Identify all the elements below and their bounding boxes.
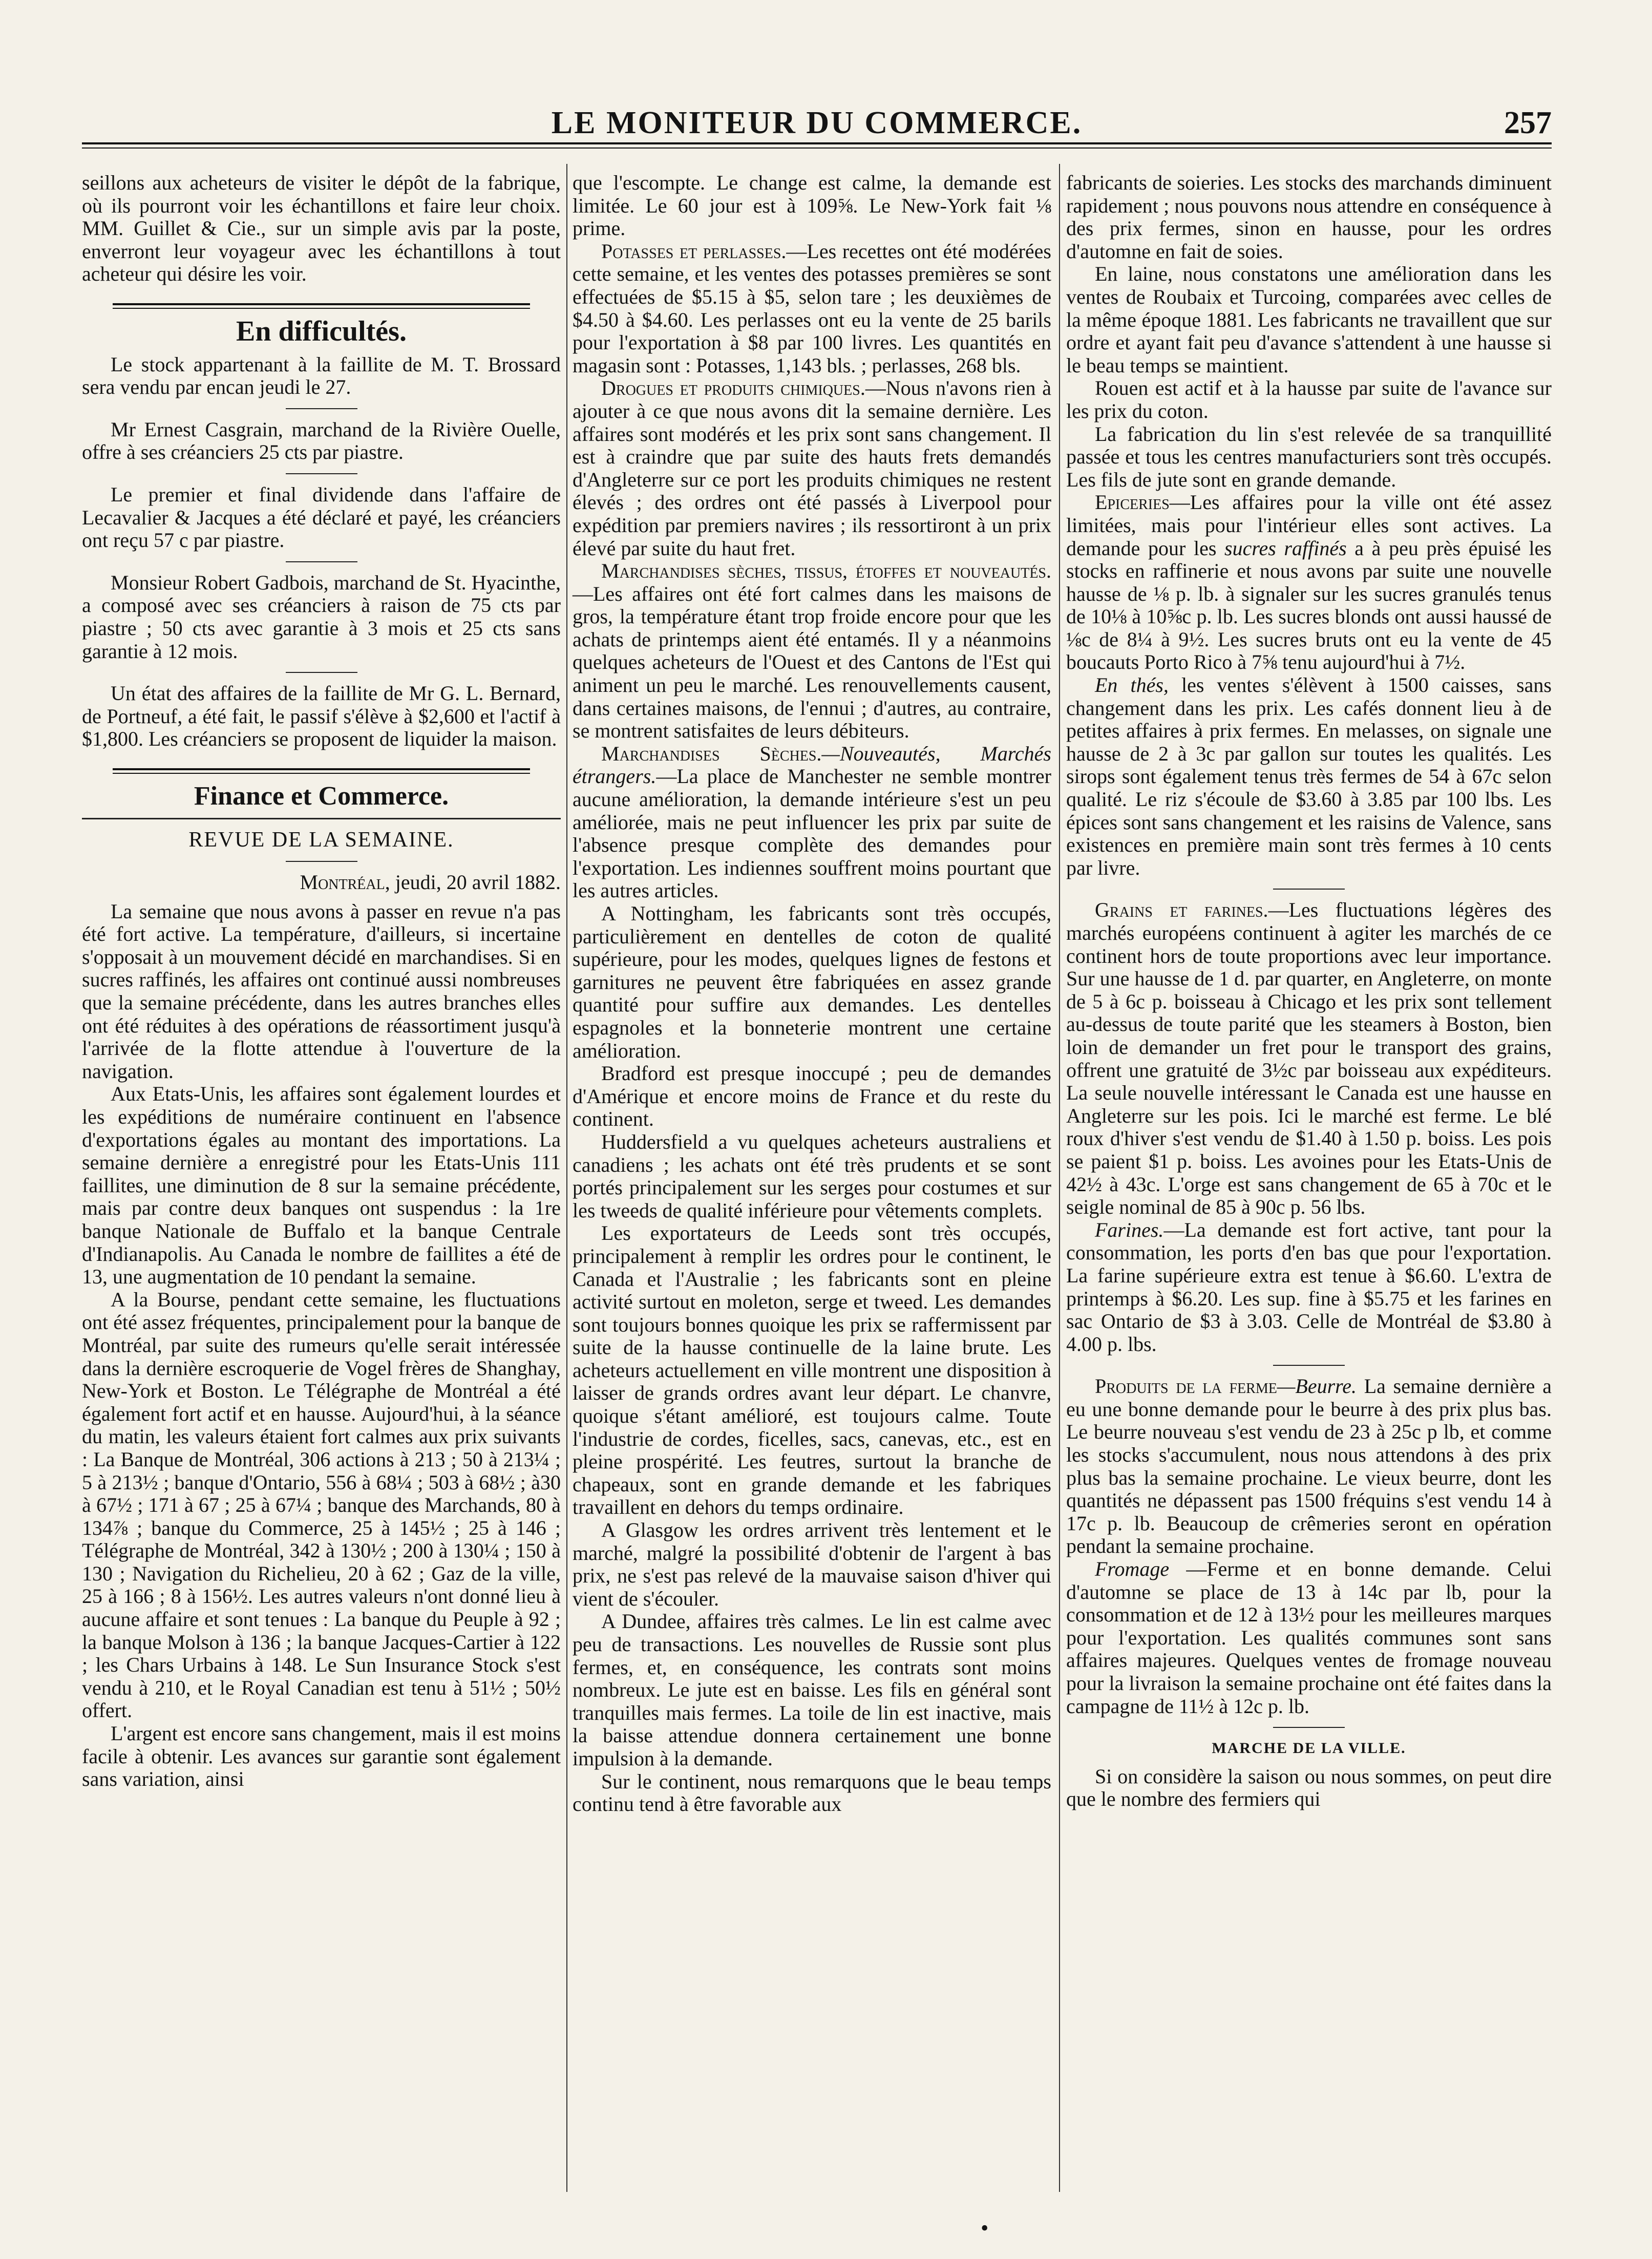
article-paragraph: L'argent est encore sans changement, mais il est moins facile à obtenir. Les avances sur garantie sont également sans variation, ainsi <box>82 1722 561 1791</box>
article-paragraph: En laine, nous constatons une amélioration dans les ventes de Roubaix et Turcoing, comparées avec celles de la même époque 1881. Les fabricants ne travaillent que sur ordre et ayant fait peu d'avance s'attendent à une hausse si le beau temps se maintient. <box>1066 262 1552 377</box>
section-head: Marchandises sèches, tissus, étoffes et nouveautés. <box>601 559 1051 583</box>
section-text: —La place de Manchester ne semble montrer aucune amélioration, la demande intérieure s'est un peu améliorée, mais ne peut influencer les prix par suite de l'absence presque complète des demandes pour l'exportation. Les indiennes souffrent moins pourtant que les autres articles. <box>573 765 1051 902</box>
page-footer-mark: • <box>981 2215 989 2241</box>
article-paragraph: Aux Etats-Unis, les affaires sont également lourdes et les expéditions de numéraire continuent en l'absence d'exportations égales au montant des importations. La semaine dernière a enregistré pour les Etats-Unis 111 faillites, une diminution de 8 sur la semaine précédente, mais par contre deux banques ont suspendus : la 1re banque Nationale de Buffalo et la banque Centrale d'Indianapolis. Au Canada le nombre de faillites a été de 13, une augmentation de 10 pendant la semaine. <box>82 1082 561 1289</box>
market-section <box>1066 674 1552 879</box>
page-number: 257 <box>1504 105 1552 140</box>
column-divider <box>566 164 567 2192</box>
double-rule <box>113 303 530 309</box>
market-section <box>1066 899 1552 1218</box>
difficultes-item: Monsieur Robert Gadbois, marchand de St. Hyacinthe, a composé avec ses créanciers à raison de 75 cts par piastre ; 50 cts avec garantie à 3 mois et 25 cts sans garantie à 12 mois. <box>82 571 561 663</box>
article-paragraph: Huddersfield a vu quelques acheteurs australiens et canadiens ; les achats ont été très prudents et se sont portés principalement sur les serges pour costumes et sur les tweeds de qualité inférieure pour vêtements complets. <box>573 1130 1051 1222</box>
section-text: —Ferme et en bonne demande. Celui d'automne se place de 13 à 14c par lb, pour la consommation et de 12 à 13½ pour les meilleures marques pour l'exportation. Les qualités communes sont sans affaires majeures. Quelques ventes de fromage nouveau pour la livraison la semaine prochaine ont été faites dans la campagne de 11½ à 12c p. lb. <box>1066 1557 1552 1718</box>
divider <box>82 818 561 819</box>
article-paragraph: A Dundee, affaires très calmes. Le lin est calme avec peu de transactions. Les nouvelles de Russie sont plus fermes, et, en conséquence, les contrats sont moins nombreux. Le jute est en baisse. Les fils en général sont tranquilles mais fermes. La toile de lin est inactive, mais la baisse attendue donnera certainement une bonne impulsion à la demande. <box>573 1610 1051 1770</box>
article-paragraph: Rouen est actif et à la hausse par suite de l'avance sur les prix du coton. <box>1066 376 1552 423</box>
section-head: Marchandises Sèches. <box>601 742 822 765</box>
marche-title: MARCHE DE LA VILLE. <box>1212 1740 1406 1757</box>
divider <box>1273 1365 1345 1366</box>
divider <box>286 672 357 673</box>
section-italic: sucres raffinés <box>1224 536 1347 560</box>
market-section <box>573 743 1051 902</box>
section-italic: En thés, <box>1095 673 1169 697</box>
article-paragraph: Bradford est presque inoccupé ; peu de demandes d'Amérique et encore moins de France et du reste du continent. <box>573 1062 1051 1131</box>
section-head: Drogues et produits chimiques. <box>601 376 865 400</box>
section-text: La semaine dernière a eu une bonne demande pour le beurre à des prix plus bas. Le beurre nouveau s'est vendu de 23 à 25c p lb, et comme les stocks s'accumulent, nous nous attendons à des prix plus bas la semaine prochaine. Le vieux beurre, dont les quantités ne dépassent pas 1500 fréquins s'est vendu 14 à 17c p. lb. Beaucoup de crêmeries seront en opération pendant la semaine prochaine. <box>1066 1375 1552 1558</box>
divider <box>286 408 357 409</box>
section-italic: —Beurre. <box>1277 1375 1357 1398</box>
header-rule <box>82 142 1552 149</box>
market-section <box>573 377 1051 560</box>
article-paragraph: Sur le continent, nous remarquons que le beau temps continu tend à être favorable aux <box>573 1769 1051 1816</box>
column-2 <box>573 172 1051 1816</box>
market-section <box>1066 491 1552 674</box>
difficultes-item: Le stock appartenant à la faillite de M. T. Brossard sera vendu par encan jeudi le 27. <box>82 352 561 399</box>
market-section <box>1066 1558 1552 1718</box>
divider <box>286 473 357 474</box>
masthead <box>82 105 1552 146</box>
divider <box>1273 889 1345 890</box>
col2-intro: que l'escompte. Le change est calme, la demande est limitée. Le 60 jour est à 109⅝. Le New-York fait ⅛ prime. <box>573 171 1051 240</box>
col3-intro: fabricants de soieries. Les stocks des marchands diminuent rapidement ; nous pouvons nous attendre en conséquence à des prix fermes, sinon en hausse, pour les ordres d'automne en fait de soies. <box>1066 171 1552 263</box>
divider <box>286 561 357 562</box>
column-3 <box>1066 172 1552 1811</box>
article-paragraph: La semaine que nous avons à passer en revue n'a pas été fort active. La température, d'ailleurs, si incertaine s'opposait à un mouvement décidé en marchandises. Si en sucres raffinés, les affaires ont continué aussi nombreuses que la semaine précédente, dans les autres branches elles ont été réduites à des opérations de réassortiment jusqu'à l'arrivée de la flotte attendue à l'ouverture de la navigation. <box>82 899 561 1083</box>
section-subhead: —Nouveautés, Marchés étrangers. <box>573 742 1051 788</box>
column-divider <box>1059 164 1060 2192</box>
section-head: Epiceries <box>1095 491 1170 514</box>
article-paragraph: A la Bourse, pendant cette semaine, les fluctuations ont été assez fréquentes, principalement pour la banque de Montréal, par suite des rumeurs qu'elle serait intéressée dans la dernière escroquerie de Vogel frères de Shanghay, New-York et Boston. Le Télégraphe de Montréal a été également fort actif et en hausse. Aujourd'hui, à la séance du matin, les valeurs étaient fort calmes aux prix suivants : La Banque de Montréal, 306 actions à 213 ; 50 à 213¼ ; 5 à 213½ ; banque d'Ontario, 556 à 68¼ ; 503 à 68½ ; à30 à 67½ ; 171 à 67 ; 25 à 67¼ ; banque des Marchands, 80 à 134⅞ ; banque du Commerce, 25 à 145½ ; 25 à 146 ; Télégraphe de Montréal, 342 à 130½ ; 200 à 130¼ ; 150 à 130 ; Navigation du Richelieu, 20 à 62 ; Gaz de la ville, 25 à 166 ; 8 à 156½. Les autres valeurs n'ont donné lieu à aucune affaire et sont tenues : La banque du Peuple à 92 ; la banque Molson à 136 ; la banque Jacques-Cartier à 122 ; les Chars Urbains à 148. Le Sun Insurance Stock s'est vendu à 210, et le Royal Canadian est tenu à 51½ ; 50½ offert. <box>82 1287 561 1722</box>
section-italic: Farines. <box>1095 1218 1164 1241</box>
market-section <box>573 240 1051 377</box>
section-italic: Fromage <box>1095 1557 1170 1581</box>
article-paragraph: Si on considère la saison ou nous sommes, on peut dire que le nombre des fermiers qui <box>1066 1764 1552 1811</box>
col1-intro: seillons aux acheteurs de visiter le dépôt de la fabrique, où ils pourront voir les échantillons et faire leur choix. MM. Guillet & Cie., sur un simple avis par la poste, enverront leur voyageur avec les échantillons à tout acheteur qui désire les voir. <box>82 171 561 286</box>
column-1 <box>82 172 561 1791</box>
section-head: Produits de la ferme <box>1095 1375 1277 1398</box>
difficultes-item: Un état des affaires de la faillite de Mr G. L. Bernard, de Portneuf, a été fait, le passif s'élève à $2,600 et l'actif à $1,800. Les créanciers se proposent de liquider la maison. <box>82 682 561 751</box>
section-text: —Les recettes ont été modérées cette semaine, et les ventes des potasses premières se sont effectuées de $5.15 à $5, selon tare ; les deuxièmes de $4.50 à $4.60. Les perlasses ont eu la vente de 25 barils pour l'exportation à $8 par 100 livres. Les quantités en magasin sont : Potasses, 1,143 bls. ; perlasses, 268 bls. <box>573 239 1051 377</box>
section-text: —Les affaires pour la ville ont été assez limitées, mais pour l'intérieur elles sont actives. La demande pour les <box>1066 491 1552 560</box>
newspaper-title: LE MONITEUR DU COMMERCE. <box>551 105 1083 140</box>
section-text: —La demande est fort active, tant pour la consommation, les ports d'en bas que pour l'exportation. La farine supérieure extra est tenue à $6.60. L'extra de printemps à $6.20. Les sup. fine à $5.75 et les farines en sac Ontario de $3 à 3.03. Celle de Montréal de $3.80 à 4.00 p. lbs. <box>1066 1218 1552 1356</box>
divider <box>286 861 357 862</box>
section-head: Grains et farines. <box>1095 898 1268 922</box>
difficultes-item: Le premier et final dividende dans l'affaire de Lecavalier & Jacques a été déclaré et payé, les créanciers ont reçu 57 c par piastre. <box>82 482 561 552</box>
article-paragraph: A Glasgow les ordres arrivent très lentement et le marché, malgré la possibilité d'obtenir de l'argent à bas prix, ne s'est pas relevé de la mauvaise saison d'hiver qui vient de s'écouler. <box>573 1518 1051 1610</box>
divider <box>1273 1727 1345 1728</box>
double-rule <box>113 768 530 774</box>
section-text: les ventes s'élèvent à 1500 caisses, sans changement dans les prix. Les cafés donnent lieu à de petites affaires à prix fermes. En melasses, on signale une hausse de 2 à 3c par gallon sur toutes les qualités. Les sirops sont également tenus très fermes de 54 à 67c selon qualité. Le riz s'écoule de $3.60 à 3.85 par 100 lbs. Les épices sont sans changement et les raisins de Valence, sans existences en première main sont très fermes à 10 cents par livre. <box>1066 673 1552 879</box>
market-section <box>573 560 1051 743</box>
dateline <box>82 871 561 894</box>
section-title-difficultes: En difficultés. <box>236 315 407 347</box>
dateline-date: jeudi, 20 avril 1882. <box>395 871 561 894</box>
section-text: —Les affaires ont été fort calmes dans les maisons de gros, la température étant trop froide encore pour que les achats de printemps aient été entamés. Il y a néanmoins quelques acheteurs de l'Ouest et des Cantons de l'Est qui animent un peu le marché. Les renouvellements causent, dans certaines maisons, de l'ennui ; d'autres, au contraire, se montrent satisfaites de leurs débiteurs. <box>573 582 1051 743</box>
section-head: Potasses et perlasses. <box>601 239 787 263</box>
article-paragraph: Les exportateurs de Leeds sont très occupés, principalement à remplir les ordres pour le continent, le Canada et l'Australie ; les fabricants sont en pleine activité surtout en moleton, serge et tweed. Les demandes sont toujours bonnes quoique les prix se raffermissent par suite de la hausse continuelle de la laine brute. Les acheteurs actuellement en ville montrent une disposition à laisser de grands ordres avant leur départ. Le chanvre, quoique s'étant amélioré, est toujours calme. Toute l'industrie de cordes, ficelles, sacs, canevas, etc., est en pleine prospérité. Les feutres, surtout la branche de chapeaux, sont en grande demande et les fabriques travaillent en dehors du temps ordinaire. <box>573 1221 1051 1519</box>
revue-title: REVUE DE LA SEMAINE. <box>188 828 454 852</box>
difficultes-item: Mr Ernest Casgrain, marchand de la Rivière Ouelle, offre à ses créanciers 25 cts par piastre. <box>82 417 561 464</box>
section-text: a à peu près épuisé les stocks en raffinerie et nous avons par suite une nouvelle hausse de ⅛ p. lb. à signaler sur les sucres granulés tenus de 10⅛ à 10⅝c p. lb. Les sucres blonds ont aussi haussé de ⅛c de 8¼ à 9½. Les sucres bruts ont eu la vente de 45 boucauts Porto Rico à 7⅝ tenu aujourd'hui à 7½. <box>1066 536 1552 674</box>
article-paragraph: A Nottingham, les fabricants sont très occupés, particulièrement en dentelles de coton de qualité supérieure, pour les modes, quelques lignes de festons et garnitures ne peuvent être fabriquées en assez grande quantité pour suffire aux demandes. Les dentelles espagnoles et la bonneterie montrent une certaine amélioration. <box>573 902 1051 1062</box>
section-text: —Les fluctuations légères des marchés européens continuent à agiter les marchés de ce continent hors de toute proportions avec leur importance. Sur une hausse de 1 d. par quarter, en Angleterre, on monte de 5 à 6c p. boisseau à Chicago et les prix sont tellement au-dessus de toute parité que les steamers à Boston, bien loin de demander un fret pour le transport des grains, offrent une gratuité de 3½c par boisseau aux expéditeurs. La seule nouvelle intéressant le Canada est une hausse en Angleterre sur les pois. Ici le marché est ferme. Le blé roux d'hiver s'est vendu de $1.40 à 1.50 p. boiss. Les pois se paient $1 p. boiss. Les avoines pour les Etats-Unis de 42½ à 43c. L'orge est sans changement de 65 à 70c et le seigle nominal de 85 à 90c p. 56 lbs. <box>1066 898 1552 1219</box>
section-title-finance: Finance et Commerce. <box>194 781 449 811</box>
market-section <box>1066 1219 1552 1356</box>
section-text: —Nous n'avons rien à ajouter à ce que nous avons dit la semaine dernière. Les affaires sont modérés et les prix sont sans changement. Il est à craindre que par suite des hauts frets demandés d'Angleterre sur ce port les produits chimiques ne restent élevés ; des ordres ont été passés à Liverpool pour expédition par premiers navires ; ils ressortiront à un prix élevé par suite du haut fret. <box>573 376 1051 560</box>
dateline-place: Montréal, <box>300 871 390 894</box>
article-paragraph: La fabrication du lin s'est relevée de sa tranquillité passée et tous les centres manufacturiers sont très occupés. Les fils de jute sont en grande demande. <box>1066 422 1552 491</box>
market-section <box>1066 1375 1552 1558</box>
